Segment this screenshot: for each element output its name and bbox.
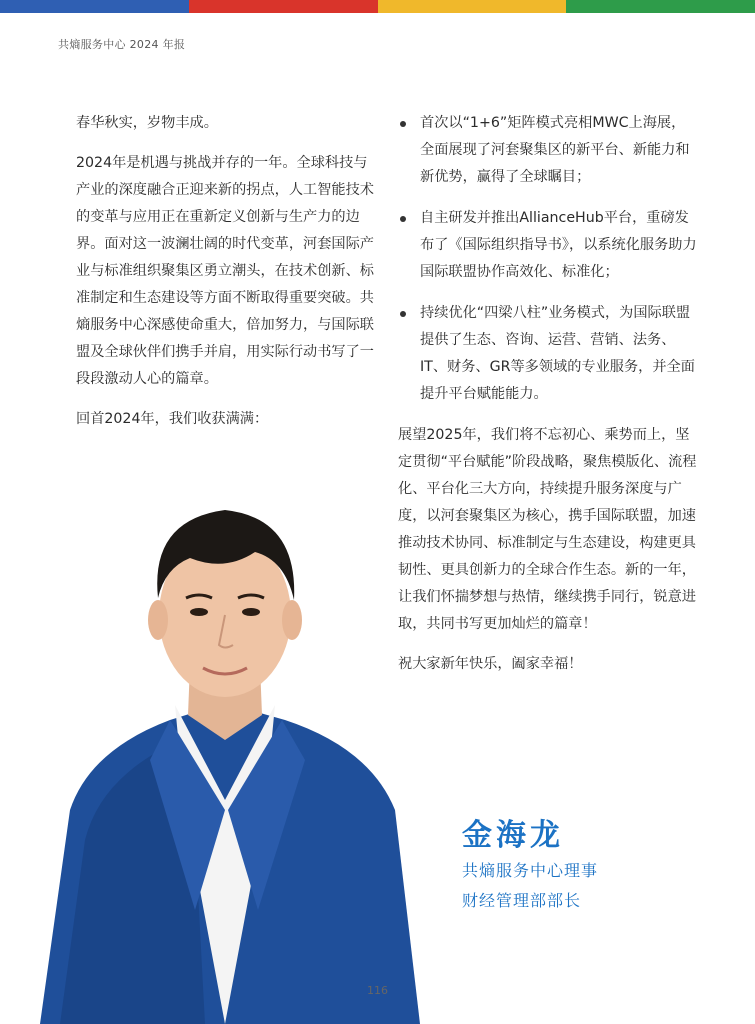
achievement-list [398, 110, 698, 408]
list-item: 首次以“1+6”矩阵模式亮相MWC上海展，全面展现了河套聚集区的新平台、新能力和新优势，赢得了全球瞩目； [398, 110, 698, 191]
list-item: 自主研发并推出AllianceHub平台，重磅发布了《国际组织指导书》，以系统化服务助力国际联盟协作高效化、标准化； [398, 205, 698, 286]
review-lead: 回首2024年，我们收获满满： [76, 411, 269, 427]
person-title-1: 共熵服务中心理事 [462, 861, 599, 880]
header-title: 共熵服务中心 2024 年报 [58, 38, 186, 51]
color-segment-yellow [378, 0, 567, 13]
intro-paragraph: 2024年是机遇与挑战并存的一年。全球科技与产业的深度融合正迎来新的拐点，人工智能技术的变革与应用正在重新定义创新与生产力的边界。面对这一波澜壮阔的时代变革，河套国际产业与标准组织聚集区勇立潮头，在技术创新、标准制定和生态建设等方面不断取得重要突破。共熵服务中心深感使命重大，倍加努力，与国际联盟及全球伙伴们携手并肩，用实际行动书写了一段段激动人心的篇章。 [76, 155, 374, 387]
bullet-icon [400, 216, 406, 222]
person-title-2: 财经管理部部长 [462, 891, 582, 910]
left-column [76, 110, 376, 446]
top-color-bar [0, 0, 755, 13]
person-name: 金海龙 [462, 818, 564, 853]
color-segment-red [189, 0, 378, 13]
bullet-icon [400, 311, 406, 317]
color-segment-blue [0, 0, 189, 13]
page-number: 116 [367, 984, 388, 997]
color-segment-green [566, 0, 755, 13]
new-year-wish: 祝大家新年快乐，阖家幸福！ [398, 656, 583, 672]
outlook-paragraph: 展望2025年，我们将不忘初心、乘势而上，坚定贯彻“平台赋能”阶段战略，聚焦模版化、流程化、平台化三大方向，持续提升服务深度与广度，以河套聚集区为核心，携手国际联盟，加速推动技术协同、标准制定与生态建设，构建更具韧性、更具创新力的全球合作生态。新的一年，让我们怀揣梦想与热情，继续携手同行，锐意进取，共同书写更加灿烂的篇章！ [398, 427, 697, 632]
list-item: 持续优化“四梁八柱”业务模式，为国际联盟提供了生态、咨询、运营、营销、法务、IT、财务、GR等多领域的专业服务，并全面提升平台赋能能力。 [398, 300, 698, 408]
portrait-photo [0, 480, 450, 1024]
opening-line: 春华秋实，岁物丰成。 [76, 115, 218, 131]
bullet-icon [400, 121, 406, 127]
